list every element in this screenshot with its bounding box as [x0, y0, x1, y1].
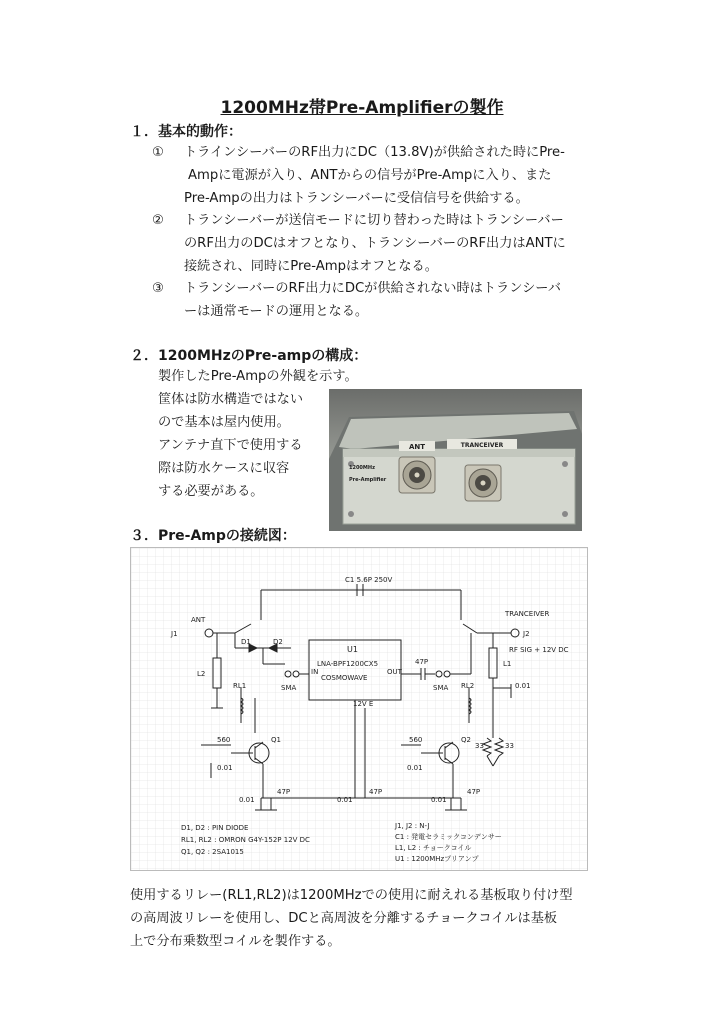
item-line: ーは通常モードの運用となる。: [184, 304, 369, 319]
gnd1-001-label: 0.01: [239, 796, 255, 804]
item-line: トランシーバーが送信モードに切り替わった時はトランシーバー: [184, 213, 564, 228]
item-line: トランシーバーのRF出力にDCが供給されない時はトランシーバ: [184, 281, 562, 296]
legend-right-4: U1 : 1200MHzプリアンプ: [395, 855, 479, 863]
section1-item-3: [152, 277, 592, 323]
item-line: Ampに電源が入り、ANTからの信号がPre-Ampに入り、また: [188, 168, 552, 183]
document-title: 1200MHz帯Pre-Amplifierの製作: [220, 98, 504, 118]
cap-001-q1-label: 0.01: [217, 764, 233, 772]
gnd3-47p-label: 47P: [467, 788, 481, 796]
rf-sig-label: RF SIG + 12V DC: [509, 646, 569, 654]
u1-12v-label: 12V E: [353, 700, 374, 708]
section2-heading: ２．1200MHzのPre-ampの構成：: [130, 348, 368, 364]
section2-line: 筐体は防水構造ではない: [158, 392, 304, 407]
ant-label: ANT: [191, 616, 206, 624]
transceiver-label: TRANCEIVER: [505, 610, 550, 618]
gnd2-001-label: 0.01: [337, 796, 353, 804]
d2-label: D2: [273, 638, 283, 646]
section2-line: アンテナ直下で使用する: [158, 438, 303, 453]
c1-label: C1 5.6P 250V: [345, 576, 393, 584]
item-line: Pre-Ampの出力はトランシーバーに受信信号を供給する。: [184, 191, 529, 206]
u1-label: U1: [347, 645, 358, 654]
screw-icon: [562, 511, 568, 517]
cap-47p-label: 47P: [415, 658, 429, 666]
item-line: のRF出力のDCはオフとなり、トランシーバーのRF出力はANTに: [184, 236, 566, 251]
item-number: ①: [152, 145, 164, 160]
cap-001-q2-label: 0.01: [407, 764, 423, 772]
u1-maker-label: COSMOWAVE: [321, 674, 368, 682]
sma-in-label: SMA: [281, 684, 297, 692]
gnd2-47p-label: 47P: [369, 788, 383, 796]
j1-label: J1: [171, 630, 178, 638]
section2-line: する必要がある。: [158, 484, 264, 499]
bottom-paragraph: [130, 884, 573, 953]
rl2-label: RL2: [461, 682, 475, 690]
q1-label: Q1: [271, 736, 281, 744]
item-line: 接続され、同時にPre-Ampはオフとなる。: [184, 259, 438, 274]
gnd1-47p-label: 47P: [277, 788, 291, 796]
n-connector-transceiver-icon: [465, 465, 501, 501]
n-connector-ant-icon: [399, 457, 435, 493]
preamp-photo: [329, 389, 582, 531]
rl1-label: RL1: [233, 682, 247, 690]
section2-line: ので基本は屋内使用。: [158, 415, 290, 430]
section1-item-1: [152, 141, 592, 210]
legend-right-2: C1 : 発電セラミックコンデンサー: [395, 833, 502, 841]
schematic-drawing: [131, 548, 587, 870]
section2-text: [158, 365, 358, 503]
l1-label: L1: [503, 660, 512, 668]
schematic-diagram: [130, 547, 588, 871]
cap-001-l1-label: 0.01: [515, 682, 531, 690]
photo-label-name2: Pre-Amplifier: [349, 477, 387, 483]
r560-q2-label: 560: [409, 736, 423, 744]
item-number: ③: [152, 281, 164, 296]
screw-icon: [348, 511, 354, 517]
section2-line: 際は防水ケースに収容: [158, 461, 290, 476]
u1-out-label: OUT: [387, 668, 402, 676]
gnd3-001-label: 0.01: [431, 796, 447, 804]
legend-right-3: L1, L2 : チョークコイル: [395, 844, 472, 852]
preamp-photo-drawing: [329, 389, 582, 531]
legend-right-1: J1, J2 : N-J: [395, 822, 430, 830]
photo-label-transceiver: TRANCEIVER: [460, 442, 504, 449]
l2-label: L2: [197, 670, 206, 678]
u1-in-label: IN: [311, 668, 319, 676]
sma-out-label: SMA: [433, 684, 449, 692]
section2-line: 製作したPre-Ampの外観を示す。: [158, 369, 358, 384]
legend-left-3: Q1, Q2 : 2SA1015: [181, 848, 244, 856]
bottom-line: 使用するリレー(RL1,RL2)は1200MHzでの使用に耐えれる基板取り付け型: [130, 888, 573, 903]
section3-heading: ３．Pre-Ampの接続図：: [130, 528, 296, 544]
legend-left-2: RL1, RL2 : OMRON G4Y-152P 12V DC: [181, 836, 310, 844]
j2-label: J2: [523, 630, 530, 638]
r33-a-label: 33: [475, 742, 484, 750]
item-number: ②: [152, 213, 164, 228]
q2-label: Q2: [461, 736, 471, 744]
section1-item-2: [152, 209, 592, 278]
u1-part-label: LNA-BPF1200CX5: [317, 660, 379, 668]
bottom-line: の高周波リレーを使用し、DCと高周波を分離するチョークコイルは基板: [130, 911, 558, 926]
photo-label-name1: 1200MHz: [349, 465, 375, 471]
r33-b-label: 33: [505, 742, 514, 750]
d1-label: D1: [241, 638, 251, 646]
item-line: トラインシーバーのRF出力にDC（13.8V)が供給された時にPre-: [184, 145, 565, 160]
photo-label-ant: ANT: [408, 443, 426, 451]
section1-heading: １．基本的動作：: [130, 124, 242, 140]
screw-icon: [562, 461, 568, 467]
legend-left-1: D1, D2 : PIN DIODE: [181, 824, 249, 832]
r560-q1-label: 560: [217, 736, 231, 744]
bottom-line: 上で分布乗数型コイルを製作する。: [130, 934, 341, 949]
